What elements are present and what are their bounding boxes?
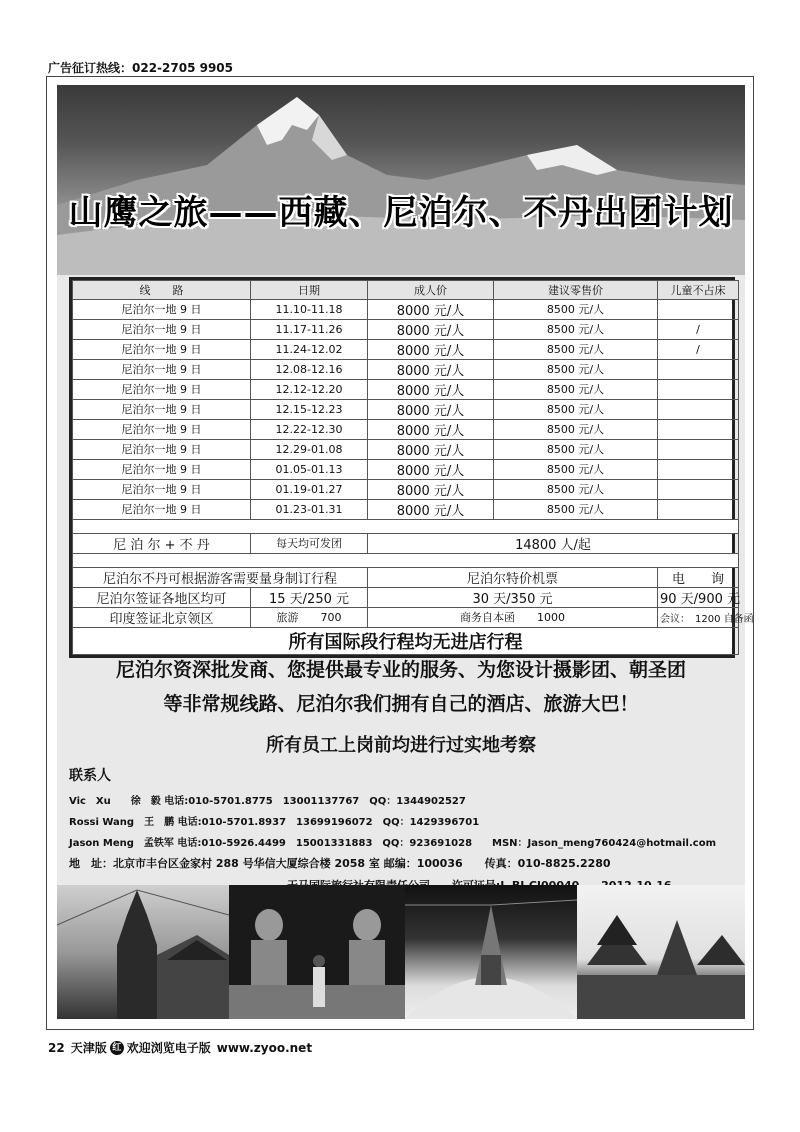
date-cell: 11.10-11.18 [251, 299, 368, 319]
route-cell: 尼泊尔一地 9 日 [73, 459, 251, 479]
date-cell: 01.19-01.27 [251, 479, 368, 499]
child-cell [658, 399, 739, 419]
visa-90-days: 90 天/900 元 [658, 587, 739, 607]
adult-price-cell: 8000 元/人 [368, 419, 494, 439]
adult-price-cell: 8000 元/人 [368, 439, 494, 459]
tour-table [69, 277, 754, 658]
address-line: 地 址：北京市丰台区金家村 288 号华信大厦综合楼 2058 室 邮编：100036 传真：010-8825.2280 [69, 857, 611, 870]
retail-price-cell: 8500 元/人 [494, 479, 658, 499]
ad-hotline: 广告征订热线：022-2705 9905 [48, 61, 234, 75]
contact-line: Vic Xu 徐 毅 电话:010-5701.8775 13001137767 QQ：1344902527 [69, 796, 466, 807]
child-cell [658, 459, 739, 479]
adult-price-cell: 8000 元/人 [368, 499, 494, 519]
route-cell: 尼泊尔一地 9 日 [73, 399, 251, 419]
page-footer [48, 1039, 312, 1056]
retail-price-cell: 8500 元/人 [494, 359, 658, 379]
date-cell: 12.29-01.08 [251, 439, 368, 459]
table-header-row [73, 281, 739, 300]
retail-price-cell: 8500 元/人 [494, 499, 658, 519]
table-row [73, 379, 739, 399]
route-cell: 尼泊尔一地 9 日 [73, 319, 251, 339]
table-row [73, 399, 739, 419]
bhutan-date: 每天均可发团 [251, 533, 368, 553]
slogan-line-3: 所有员工上岗前均进行过实地考察 [266, 735, 536, 756]
child-cell [658, 379, 739, 399]
date-cell: 01.05-01.13 [251, 459, 368, 479]
inquiry-header: 电 询 [658, 567, 739, 587]
custom-itinerary-header: 尼泊尔不丹可根据游客需要量身制订行程 [73, 567, 368, 587]
banner-title: 山鹰之旅——西藏、尼泊尔、不丹出团计划 [68, 193, 734, 233]
table-row [73, 339, 739, 359]
visa-15-days: 15 天/250 元 [251, 587, 368, 607]
route-cell: 尼泊尔一地 9 日 [73, 499, 251, 519]
date-cell: 12.22-12.30 [251, 419, 368, 439]
child-cell: / [658, 319, 739, 339]
child-cell [658, 359, 739, 379]
table-row [73, 359, 739, 379]
date-cell: 12.12-12.20 [251, 379, 368, 399]
adult-price-cell: 8000 元/人 [368, 399, 494, 419]
child-cell: / [658, 339, 739, 359]
table-spacer [73, 553, 739, 567]
date-cell: 11.17-11.26 [251, 319, 368, 339]
india-visa-row [73, 607, 739, 627]
ad-panel [57, 85, 754, 885]
stupa-photo [57, 885, 229, 1019]
adult-price-cell: 8000 元/人 [368, 319, 494, 339]
india-visa-business: 商务自本函 1000 [368, 607, 658, 627]
photo-strip [57, 885, 745, 1019]
contacts-title: 联系人 [69, 768, 111, 784]
temple-photo [577, 885, 745, 1019]
table-row [73, 459, 739, 479]
route-cell: 尼泊尔一地 9 日 [73, 479, 251, 499]
site-url[interactable]: www.zyoo.net [216, 1040, 313, 1055]
child-cell [658, 439, 739, 459]
retail-price-cell: 8500 元/人 [494, 419, 658, 439]
slogan-line-1: 尼泊尔资深批发商、您提供最专业的服务、为您设计摄影团、朝圣团 [115, 659, 686, 681]
statues-photo [229, 885, 405, 1019]
slogan-line-2: 等非常规线路、尼泊尔我们拥有自己的酒店、旅游大巴！ [163, 693, 639, 715]
bhutan-route: 尼 泊 尔 + 不 丹 [73, 533, 251, 553]
table-spacer [73, 519, 739, 533]
visa-30-days: 30 天/350 元 [368, 587, 658, 607]
mountain-illustration [57, 85, 745, 275]
adult-price-cell: 8000 元/人 [368, 379, 494, 399]
boudhanath-photo [405, 885, 577, 1019]
extra-header-row [73, 567, 739, 587]
edition-label: 天津版 [70, 1041, 107, 1055]
mountain-banner [57, 85, 745, 275]
retail-price-cell: 8500 元/人 [494, 379, 658, 399]
adult-price-cell: 8000 元/人 [368, 359, 494, 379]
no-shopping-note: 所有国际段行程均无进店行程 [73, 627, 739, 654]
col-header-retail-price: 建议零售价 [494, 281, 658, 300]
india-visa-conference: 会议： 1200 自备函 [658, 607, 739, 627]
table-footer-row [73, 627, 739, 654]
bhutan-row [73, 533, 739, 553]
route-cell: 尼泊尔一地 9 日 [73, 359, 251, 379]
welcome-text: 欢迎浏览电子版 [126, 1041, 211, 1055]
route-cell: 尼泊尔一地 9 日 [73, 419, 251, 439]
col-header-route: 线 路 [73, 281, 251, 300]
contact-line: Rossi Wang 王 鹏 电话:010-5701.8937 13699196072 QQ：1429396701 [69, 817, 480, 828]
route-cell: 尼泊尔一地 9 日 [73, 299, 251, 319]
bhutan-price: 14800 人/起 [368, 533, 739, 553]
ad-frame [46, 76, 754, 1030]
date-cell: 11.24-12.02 [251, 339, 368, 359]
route-cell: 尼泊尔一地 9 日 [73, 339, 251, 359]
route-cell: 尼泊尔一地 9 日 [73, 439, 251, 459]
india-visa-tourism: 旅游 700 [251, 607, 368, 627]
airfare-header: 尼泊尔特价机票 [368, 567, 658, 587]
retail-price-cell: 8500 元/人 [494, 399, 658, 419]
col-header-date: 日期 [251, 281, 368, 300]
india-visa-label: 印度签证北京领区 [73, 607, 251, 627]
child-cell [658, 479, 739, 499]
table-row [73, 479, 739, 499]
adult-price-cell: 8000 元/人 [368, 479, 494, 499]
visa-row [73, 587, 739, 607]
table-row [73, 499, 739, 519]
retail-price-cell: 8500 元/人 [494, 319, 658, 339]
visa-label: 尼泊尔签证各地区均可 [73, 587, 251, 607]
date-cell: 01.23-01.31 [251, 499, 368, 519]
retail-price-cell: 8500 元/人 [494, 339, 658, 359]
page-number: 22 [48, 1040, 65, 1055]
date-cell: 12.08-12.16 [251, 359, 368, 379]
col-header-child: 儿童不占床 [658, 281, 739, 300]
date-cell: 12.15-12.23 [251, 399, 368, 419]
retail-price-cell: 8500 元/人 [494, 439, 658, 459]
child-cell [658, 299, 739, 319]
route-cell: 尼泊尔一地 9 日 [73, 379, 251, 399]
contact-line: Jason Meng 孟铁军 电话:010-5926.4499 15001331883 QQ：923691028 MSN：Jason_meng760424@hotmail.com [69, 838, 717, 849]
red-badge-icon: 红 [110, 1041, 124, 1055]
adult-price-cell: 8000 元/人 [368, 459, 494, 479]
retail-price-cell: 8500 元/人 [494, 459, 658, 479]
adult-price-cell: 8000 元/人 [368, 299, 494, 319]
child-cell [658, 419, 739, 439]
retail-price-cell: 8500 元/人 [494, 299, 658, 319]
table-row [73, 439, 739, 459]
adult-price-cell: 8000 元/人 [368, 339, 494, 359]
table-row [73, 299, 739, 319]
child-cell [658, 499, 739, 519]
table-row [73, 419, 739, 439]
table-row [73, 319, 739, 339]
col-header-adult-price: 成人价 [368, 281, 494, 300]
